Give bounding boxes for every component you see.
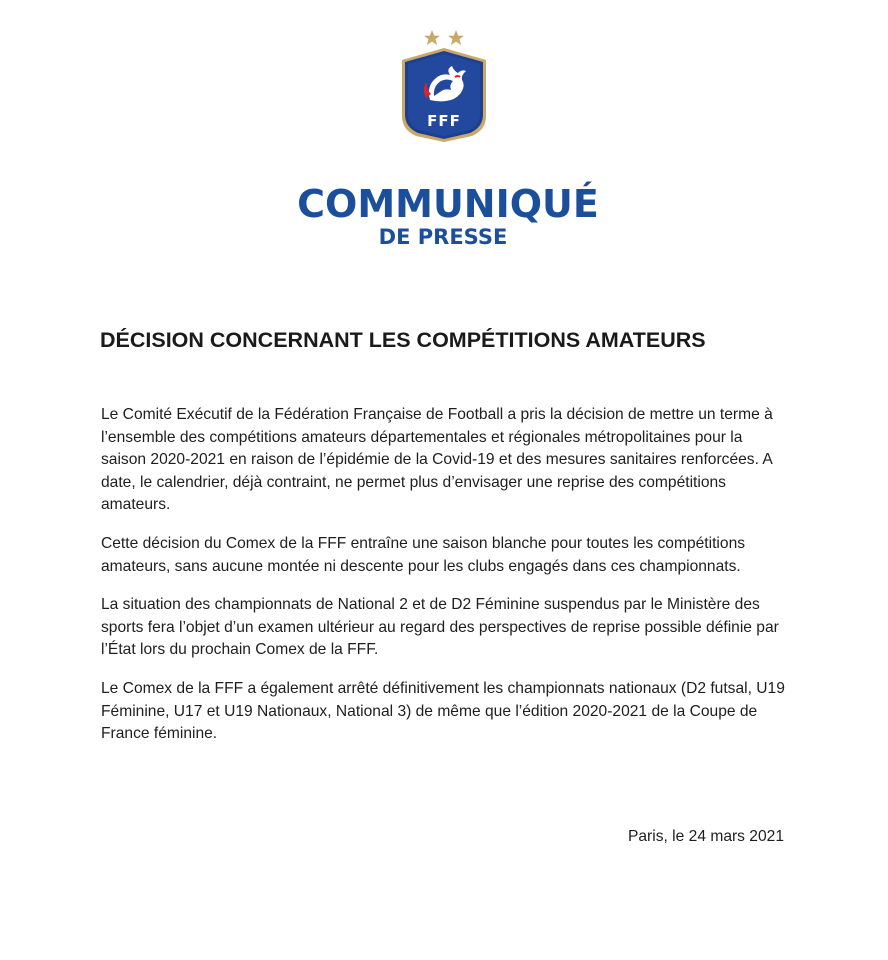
svg-text:FFF: FFF <box>427 112 461 130</box>
star-icon <box>424 30 440 45</box>
star-icon <box>448 30 464 45</box>
document-title: DÉCISION CONCERNANT LES COMPÉTITIONS AMATEURS <box>100 328 706 352</box>
paragraph: La situation des championnats de National 2 et de D2 Féminine suspendus par le Ministère des sports fera l’objet d’un examen ultérieur au regard des perspectives de reprise possible définie par l’État lors du prochain Comex de la FFF. <box>101 596 779 659</box>
paragraph: Cette décision du Comex de la FFF entraîne une saison blanche pour toutes les compétitions amateurs, sans aucune montée ni descente pour les clubs engagés dans ces championnats. <box>101 534 746 575</box>
place-and-date: Paris, le 24 mars 2021 <box>627 828 784 845</box>
document-body <box>101 404 791 762</box>
paragraph: Le Comex de la FFF a également arrêté définitivement les championnats nationaux (D2 futsal, U19 Féminine, U17 et U19 Nationaux, National 3) de même que l’édition 2020-2021 de la Coupe de France féminine. <box>101 679 785 743</box>
fff-logo <box>400 28 488 144</box>
de-presse-subheadline: DE PRESSE <box>378 225 508 249</box>
communique-headline: COMMUNIQUÉ <box>297 182 599 226</box>
paragraph: Le Comité Exécutif de la Fédération Française de Football a pris la décision de mettre un terme à l’ensemble des compétitions amateurs départementales et régionales métropolitaines pour la saison 2020-2021 en raison de l’épidémie de la Covid-19 et des mesures sanitaires renforcées. A date, le calendrier, déjà contraint, ne permet plus d’envisager une reprise des compétitions amateurs. <box>101 406 773 514</box>
